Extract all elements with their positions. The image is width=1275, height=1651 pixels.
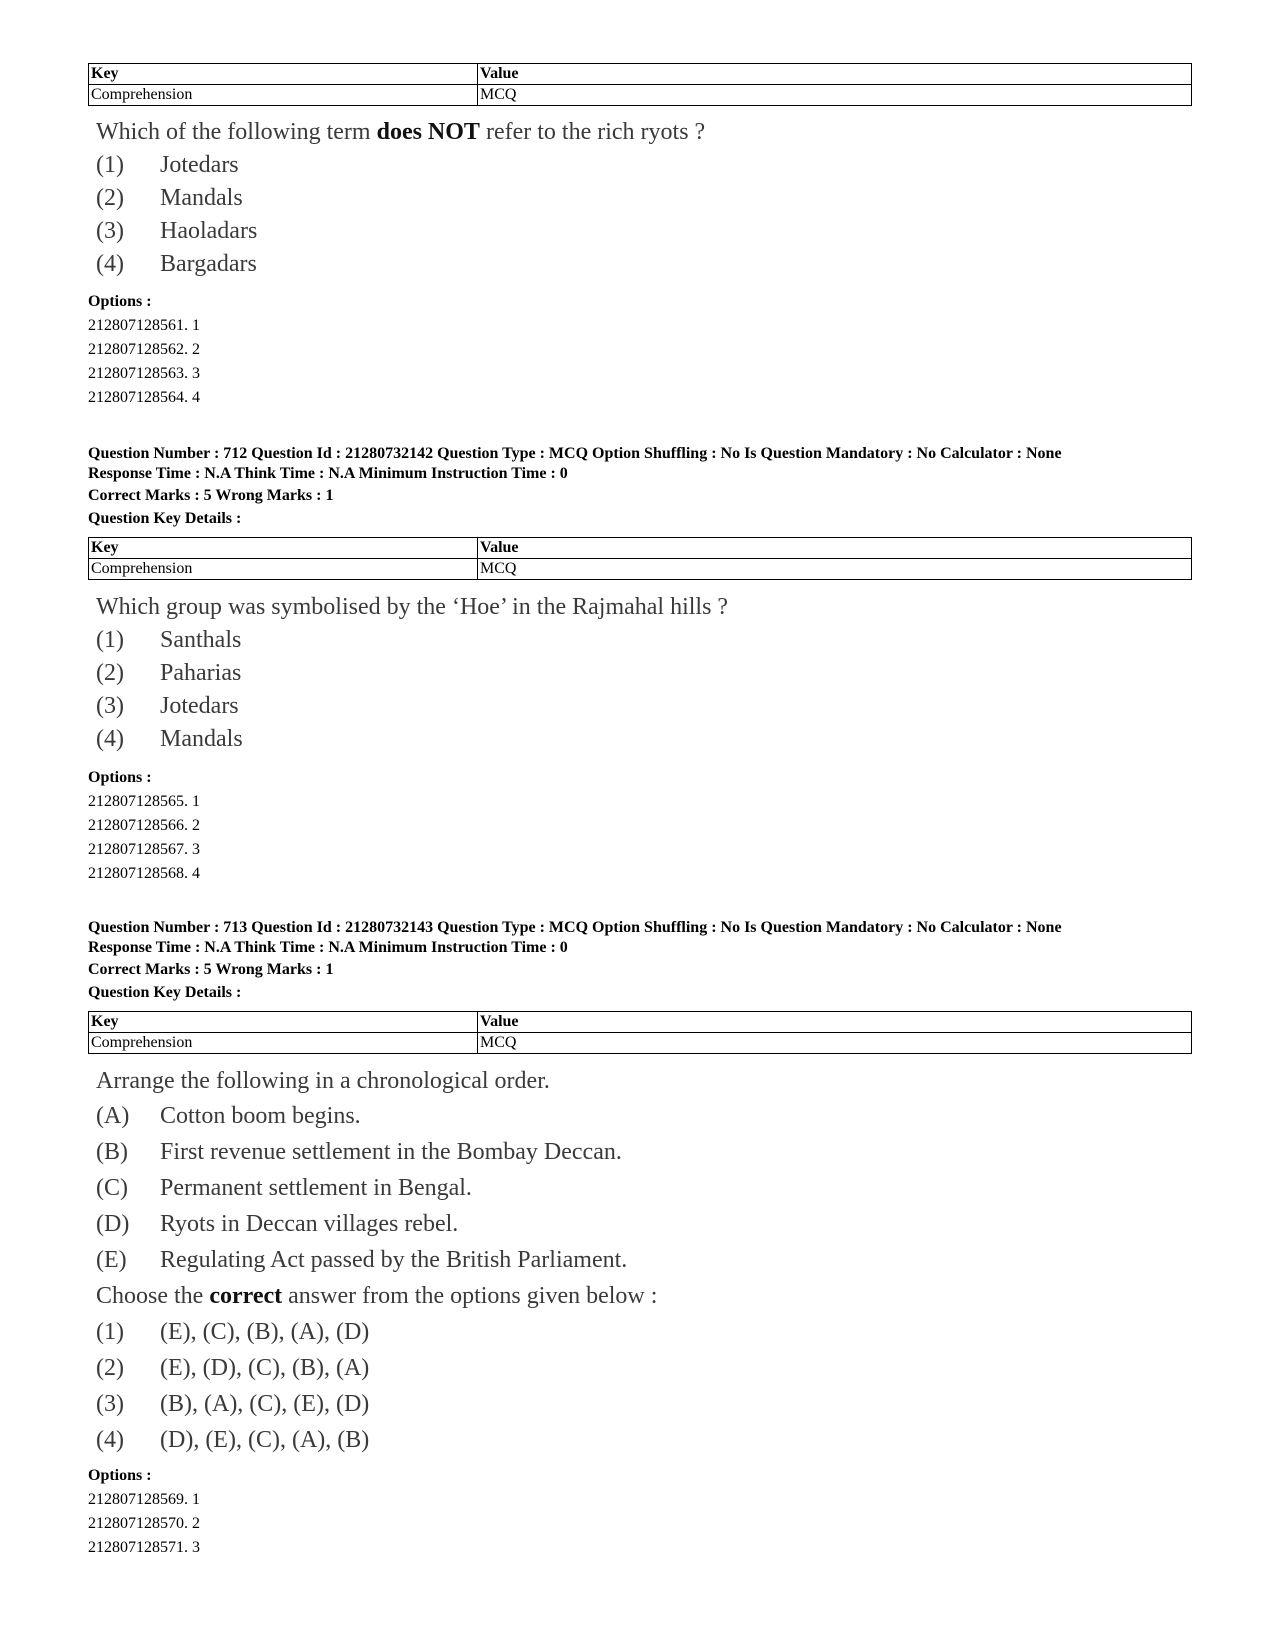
- option-id: 212807128567. 3: [88, 841, 200, 858]
- question-key-table: [88, 1011, 1192, 1054]
- key-details-label: Question Key Details :: [88, 510, 242, 527]
- key-cell: Comprehension: [89, 85, 478, 106]
- key-header: Key: [89, 538, 478, 559]
- options-label: Options :: [88, 1467, 152, 1484]
- option-id: 212807128565. 1: [88, 793, 200, 810]
- value-header: Value: [478, 1012, 1192, 1033]
- option-id: 212807128561. 1: [88, 317, 200, 334]
- statement-item: (D) Ryots in Deccan villages rebel.: [96, 1211, 459, 1237]
- value-header: Value: [478, 64, 1192, 85]
- key-cell: Comprehension: [89, 559, 478, 580]
- option-id: 212807128570. 2: [88, 1515, 200, 1532]
- question-meta-line: Response Time : N.A Think Time : N.A Minimum Instruction Time : 0: [88, 939, 568, 956]
- value-header: Value: [478, 538, 1192, 559]
- answer-choice: (3) Jotedars: [96, 693, 239, 719]
- answer-choice: (4) Bargadars: [96, 251, 257, 277]
- answer-choice: (2) (E), (D), (C), (B), (A): [96, 1355, 370, 1381]
- question-stem: Which of the following term does NOT refer to the rich ryots ?: [96, 119, 706, 145]
- answer-choice: (2) Paharias: [96, 660, 242, 686]
- marks-line: Correct Marks : 5 Wrong Marks : 1: [88, 487, 334, 504]
- answer-choice: (1) Santhals: [96, 627, 242, 653]
- question-instruction: Choose the correct answer from the options given below :: [96, 1283, 658, 1309]
- answer-choice: (1) (E), (C), (B), (A), (D): [96, 1319, 370, 1345]
- options-block: [88, 766, 200, 886]
- statement-item: (B) First revenue settlement in the Bombay Deccan.: [96, 1139, 622, 1165]
- answer-choice: (4) Mandals: [96, 726, 243, 752]
- answer-choice: (1) Jotedars: [96, 152, 239, 178]
- answer-choice: (3) (B), (A), (C), (E), (D): [96, 1391, 370, 1417]
- options-label: Options :: [88, 769, 152, 786]
- question-meta-line: Response Time : N.A Think Time : N.A Minimum Instruction Time : 0: [88, 465, 568, 482]
- option-id: 212807128564. 4: [88, 389, 200, 406]
- key-cell: Comprehension: [89, 1033, 478, 1054]
- key-header: Key: [89, 64, 478, 85]
- value-cell: MCQ: [478, 1033, 1192, 1054]
- value-cell: MCQ: [478, 559, 1192, 580]
- answer-choice: (4) (D), (E), (C), (A), (B): [96, 1427, 370, 1453]
- option-id: 212807128562. 2: [88, 341, 200, 358]
- statement-item: (E) Regulating Act passed by the British Parliament.: [96, 1247, 628, 1273]
- question-image: [96, 1065, 657, 1458]
- key-header: Key: [89, 1012, 478, 1033]
- value-cell: MCQ: [478, 85, 1192, 106]
- question-stem: Which group was symbolised by the ‘Hoe’ in the Rajmahal hills ?: [96, 594, 729, 620]
- question-meta-line: Question Number : 712 Question Id : 21280732142 Question Type : MCQ Option Shuffling : No Is Question Mandatory : No Calculator : None: [88, 445, 1062, 462]
- question-meta: [88, 444, 1062, 529]
- question-meta: [88, 918, 1062, 1003]
- question-image: [96, 591, 728, 756]
- option-id: 212807128566. 2: [88, 817, 200, 834]
- option-id: 212807128563. 3: [88, 365, 200, 382]
- marks-line: Correct Marks : 5 Wrong Marks : 1: [88, 961, 334, 978]
- question-stem: Arrange the following in a chronological order.: [96, 1068, 550, 1094]
- statement-item: (C) Permanent settlement in Bengal.: [96, 1175, 472, 1201]
- options-block: [88, 1464, 200, 1560]
- question-image: [96, 116, 705, 281]
- option-id: 212807128569. 1: [88, 1491, 200, 1508]
- options-label: Options :: [88, 293, 152, 310]
- statement-item: (A) Cotton boom begins.: [96, 1103, 361, 1129]
- options-block: [88, 290, 200, 410]
- option-id: 212807128571. 3: [88, 1539, 200, 1556]
- key-details-label: Question Key Details :: [88, 984, 242, 1001]
- question-key-table: [88, 537, 1192, 580]
- question-key-table: [88, 63, 1192, 106]
- option-id: 212807128568. 4: [88, 865, 200, 882]
- answer-choice: (2) Mandals: [96, 185, 243, 211]
- answer-choice: (3) Haoladars: [96, 218, 258, 244]
- question-meta-line: Question Number : 713 Question Id : 21280732143 Question Type : MCQ Option Shuffling : No Is Question Mandatory : No Calculator : None: [88, 919, 1062, 936]
